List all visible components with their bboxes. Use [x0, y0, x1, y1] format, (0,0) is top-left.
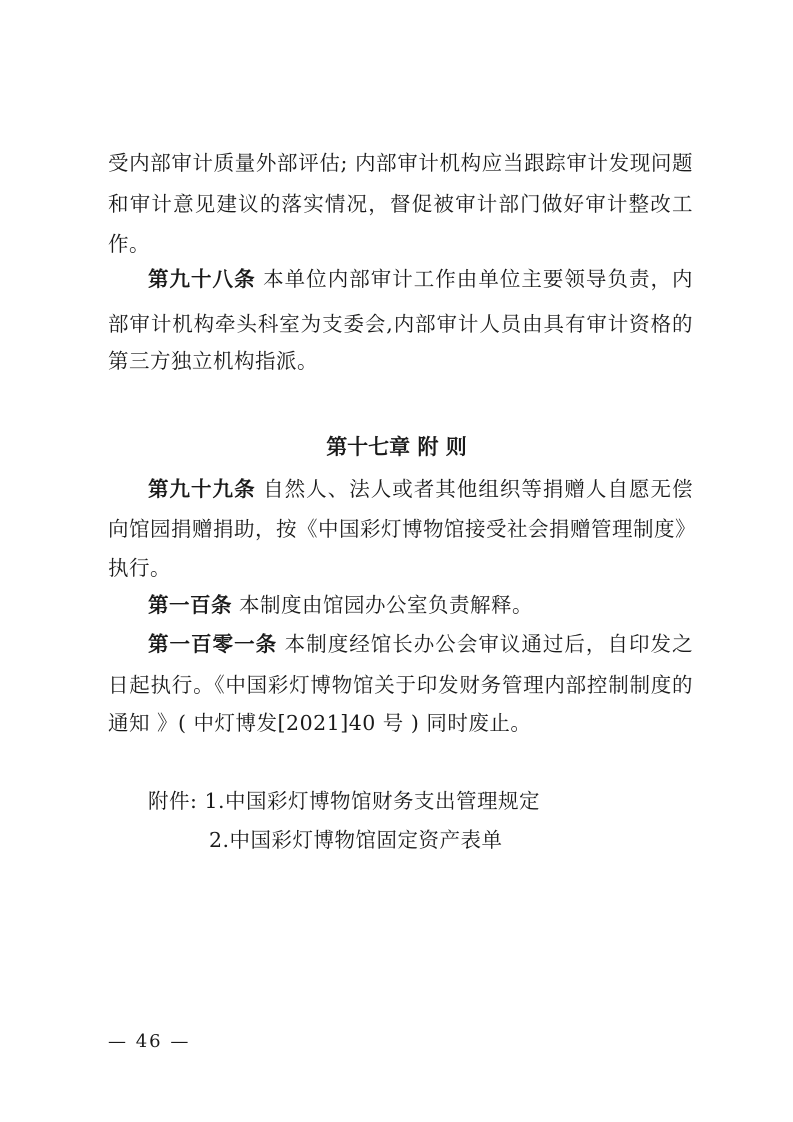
article97-line1: 受内部审计质量外部评估; 内部审计机构应当跟踪审计发现问题 [108, 151, 693, 175]
article98-text: 本单位内部审计工作由单位主要领导负责，内 [263, 267, 693, 291]
page-number: — 46 — [108, 1031, 191, 1052]
article101-line3: 通知 》( 中灯博发[2021]40 号 ) 同时废止。 [108, 711, 532, 735]
article101-text: 本制度经馆长办公会审议通过后，自印发之 [284, 632, 694, 656]
article99-line2: 向馆园捐赠捐助，按《中国彩灯博物馆接受社会捐赠管理制度》 [108, 517, 696, 541]
article101-line2: 日起执行。《中国彩灯博物馆关于印发财务管理内部控制制度的 [108, 673, 693, 697]
article98-label: 第九十八条 [148, 267, 256, 291]
attachment-item-2: 2.中国彩灯博物馆固定资产表单 [209, 828, 503, 852]
attachment-item-1: 1.中国彩灯博物馆财务支出管理规定 [204, 789, 540, 813]
article99-text: 自然人、法人或者其他组织等捐赠人自愿无偿 [263, 477, 693, 501]
article101-line1 [148, 629, 693, 659]
attachments-line1 [148, 786, 693, 816]
article100-text: 本制度由馆园办公室负责解释。 [239, 593, 534, 617]
chapter-title: 第十七章 附 则 [326, 435, 467, 459]
article97-line3: 作。 [108, 232, 150, 256]
attachments-prefix: 附件: [148, 789, 205, 813]
article100-line [148, 590, 693, 620]
article98-line1 [148, 264, 693, 294]
article99-label: 第九十九条 [148, 477, 256, 501]
article99-line3: 执行。 [108, 556, 171, 580]
article98-line3: 第三方独立机构指派。 [108, 349, 318, 373]
article99-line1 [148, 474, 693, 504]
article97-line2: 和审计意见建议的落实情况，督促被审计部门做好审计整改工 [108, 192, 693, 216]
article101-label: 第一百零一条 [148, 632, 278, 656]
article98-line2: 部审计机构牵头科室为支委会,内部审计人员由具有审计资格的 [108, 312, 693, 336]
article100-label: 第一百条 [148, 593, 232, 617]
